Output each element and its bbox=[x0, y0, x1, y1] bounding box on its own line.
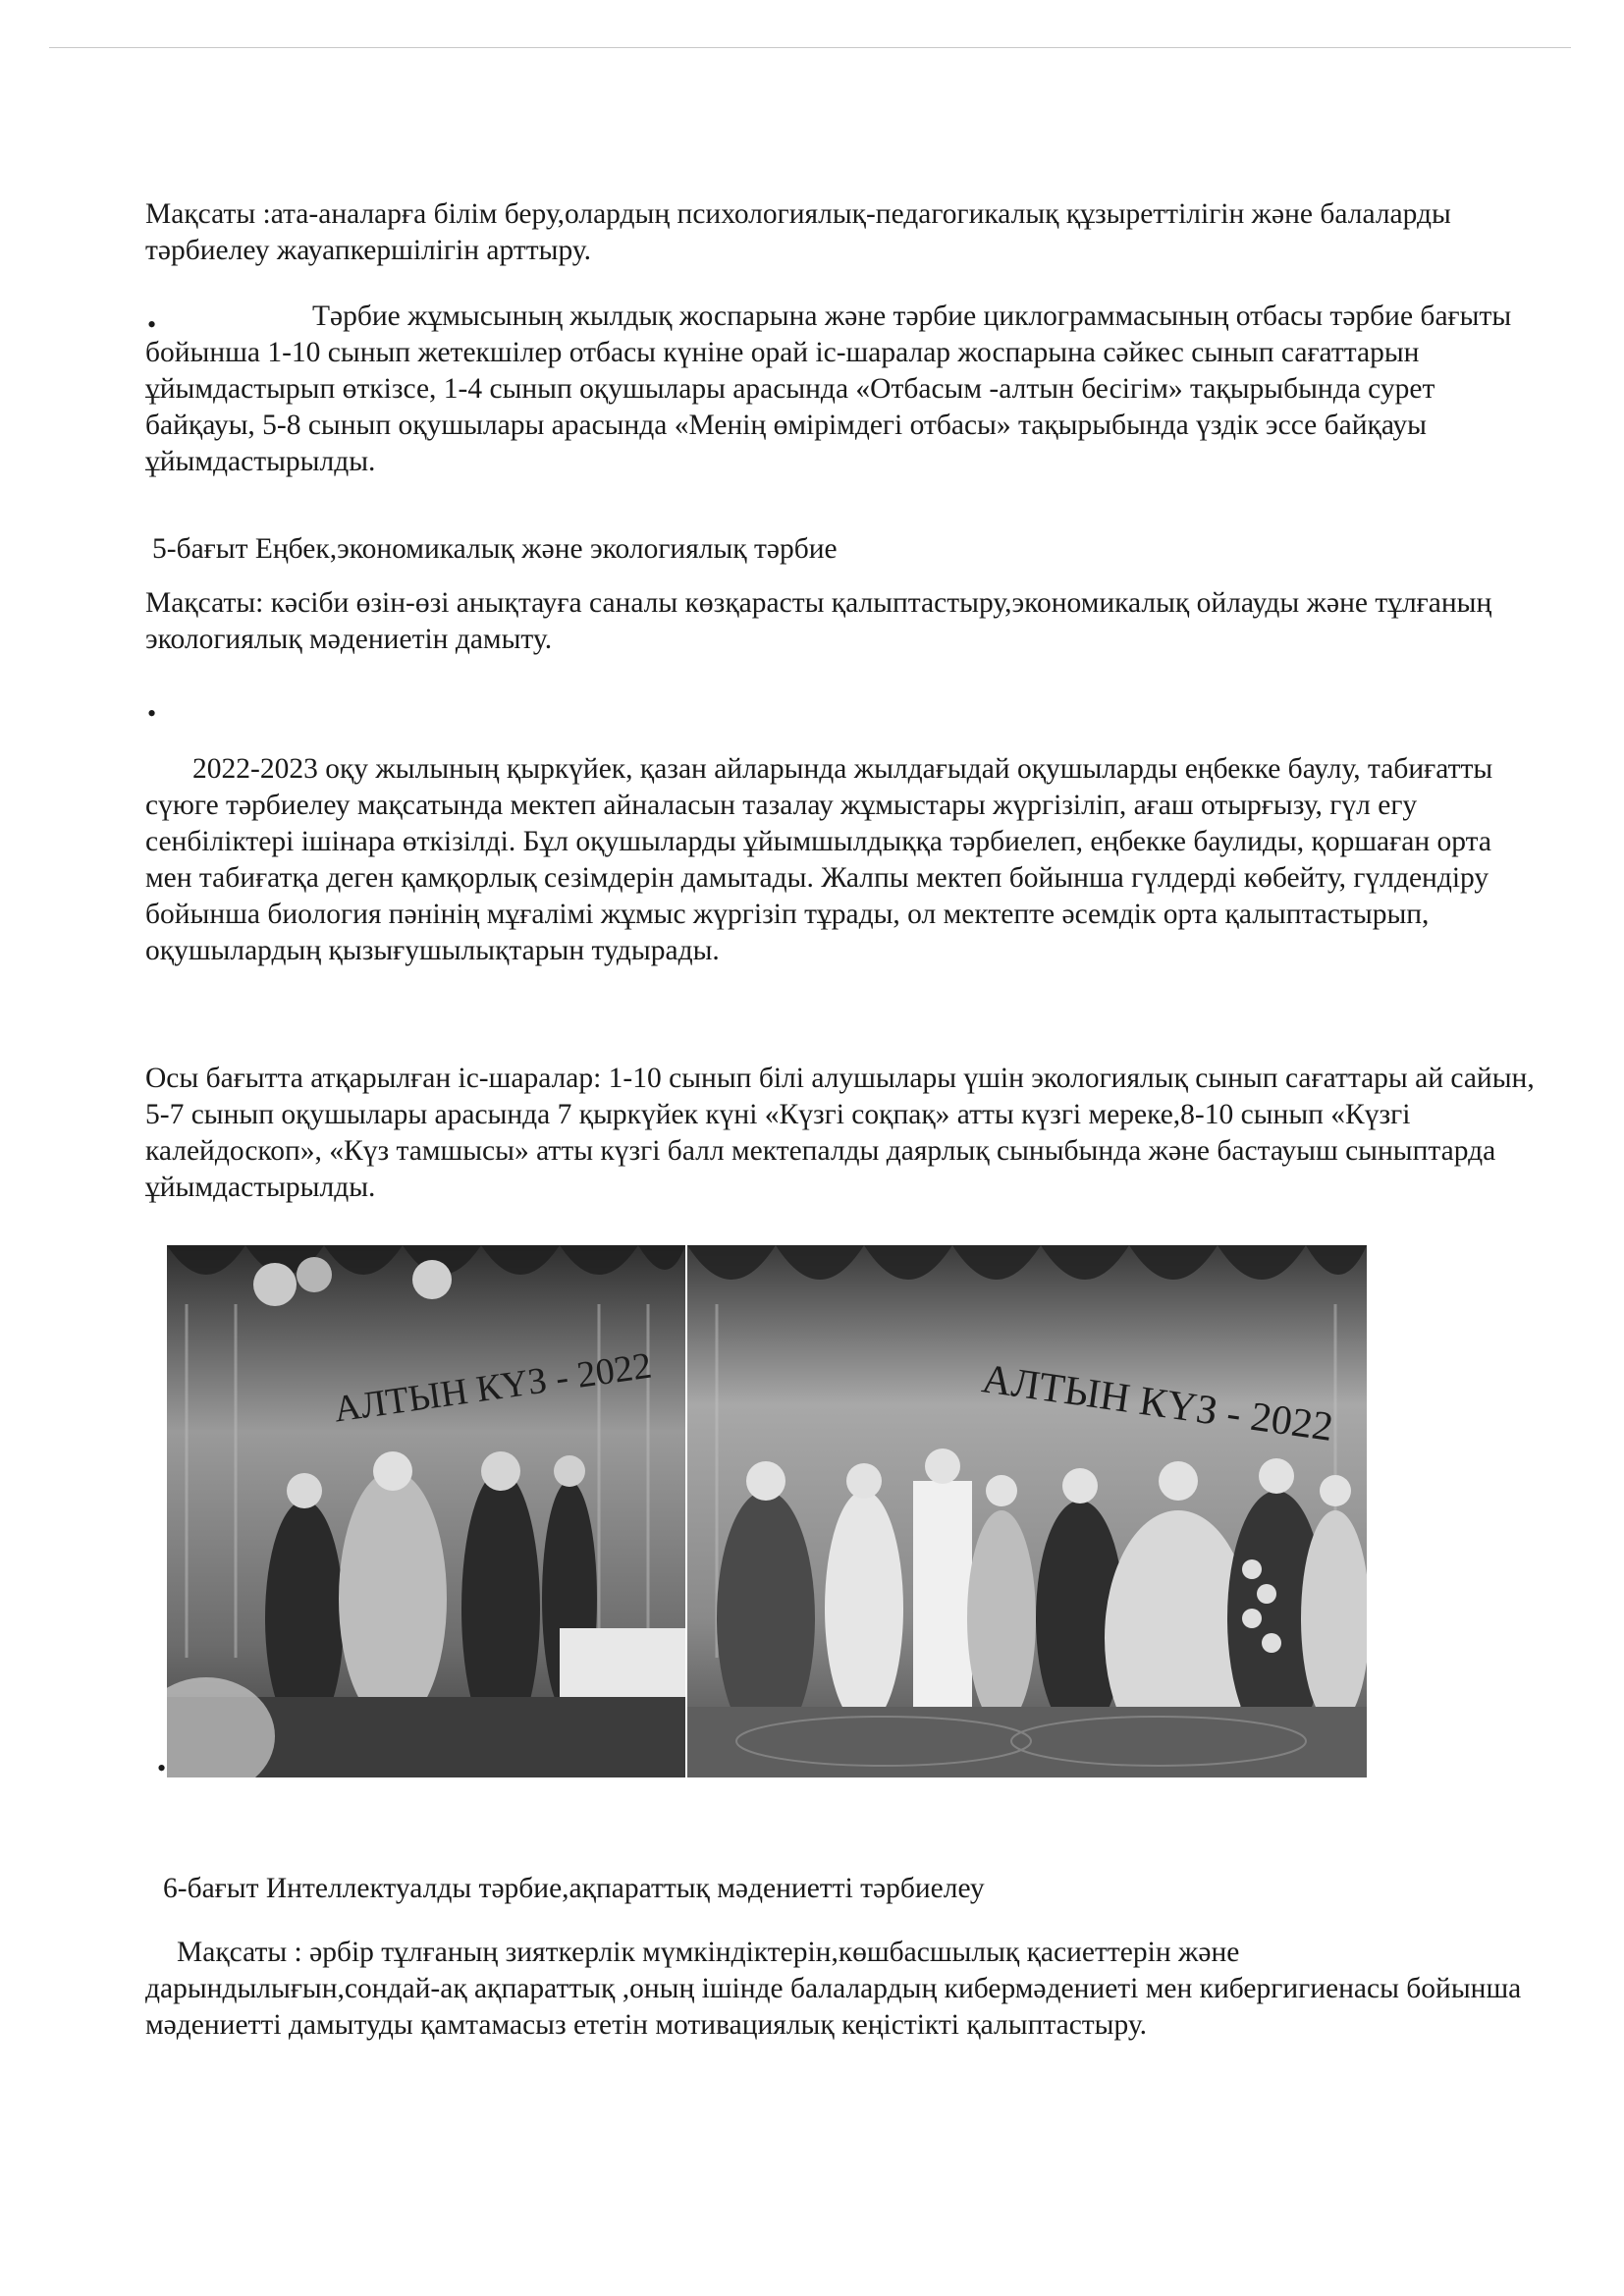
goal-paragraph-family: Мақсаты :ата-аналарға білім беру,олардың психологиялық-педагогикалық құзыреттілігін және балаларды тәрбиелеу жауапкершілігін арттыру. bbox=[145, 198, 1451, 266]
bullet-marker: • bbox=[157, 1754, 167, 1782]
goal-paragraph-labor: Мақсаты: кәсіби өзін-өзі анықтауға саналы көзқарасты қалыптастыру,экономикалық ойлауды және тұлғаның экологиялық мәдениетін дамыту. bbox=[145, 587, 1492, 655]
bullet-marker: • bbox=[147, 699, 157, 728]
events-summary-paragraph: Осы бағытта атқарылған іс-шаралар: 1-10 сынып білі алушылары үшін экологиялық сынып сағаттары ай сайын, 5-7 сынып оқушылары арасында 7 қыркүйек күні «Күзгі соқпақ» атты күзгі мереке,8-10 сынып «Күзгі калейдоскоп», «Күз тамшысы» атты күзгі балл мектепалды даярлық сыныбында және бастауыш сыныптарда ұйымдастырылды. bbox=[145, 1063, 1535, 1203]
event-photo-right bbox=[687, 1245, 1367, 1777]
labor-activities-paragraph: 2022-2023 оқу жылының қыркүйек, қазан айларында жылдағыдай оқушыларды еңбекке баулу, табиғатты сүюге тәрбиелеу мақсатында мектеп айналасын тазалау жұмыстары жүргізіліп, ағаш отырғызу, гүл егу сенбіліктері ішінара өткізілді. Бұл оқушыларды ұйымшылдыққа тәрбиелеп, еңбекке баулиды, қоршаған орта мен табиғатқа деген қамқорлық сезімдерін дамытады. Жалпы мектеп бойынша гүлдерді көбейту, гүлдендіру бойынша биология пәнінің мұғалімі жұмыс жүргізіп тұрады, ол мектепте әсемдік орта қалыптастырып, оқушылардың қызығушылықтарын тудырады. bbox=[145, 753, 1493, 966]
family-events-paragraph: Тәрбие жұмысының жылдық жоспарына және тәрбие циклограммасының отбасы тәрбие бағыты бойынша 1-10 сынып жетекшілер отбасы күніне орай іс-шаралар жоспарына сәйкес сынып сағаттарын ұйымдастырып өткізсе, 1-4 сынып оқушылары арасында «Отбасым -алтын бесігім» тақырыбында сурет байқауы, 5-8 сынып оқушылары арасында «Менің өмірімдегі отбасы» тақырыбында үздік эссе байқауы ұйымдастырылды. bbox=[145, 301, 1512, 477]
section-5-heading: 5-бағыт Еңбек,экономикалық және экологиялық тәрбие bbox=[152, 533, 838, 565]
stage-banner-left: АЛТЫН КҮЗ - 2022 bbox=[331, 1344, 655, 1431]
event-photo-left-drawing bbox=[167, 1245, 685, 1777]
goal-paragraph-intellectual: Мақсаты : әрбір тұлғаның зияткерлік мүмкіндіктерін,көшбасшылық қасиеттерін және дарындылығын,сондай-ақ ақпараттық ,оның ішінде балалардың кибермәдениеті мен кибергигиенасы бойынша мәдениетті дамытуды қамтамасыз ететін мотивациялық кеңістікті қалыптастыру. bbox=[145, 1937, 1522, 2041]
bullet-marker: • bbox=[147, 310, 157, 339]
section-6-heading: 6-бағыт Интеллектуалды тәрбие,ақпараттық мәдениетті тәрбиелеу bbox=[163, 1873, 985, 1904]
event-photo-right-drawing bbox=[687, 1245, 1367, 1777]
stage-banner-right: АЛТЫН КҮЗ - 2022 bbox=[979, 1356, 1336, 1450]
event-photo-left bbox=[167, 1245, 685, 1777]
scan-edge-line bbox=[49, 47, 1571, 48]
